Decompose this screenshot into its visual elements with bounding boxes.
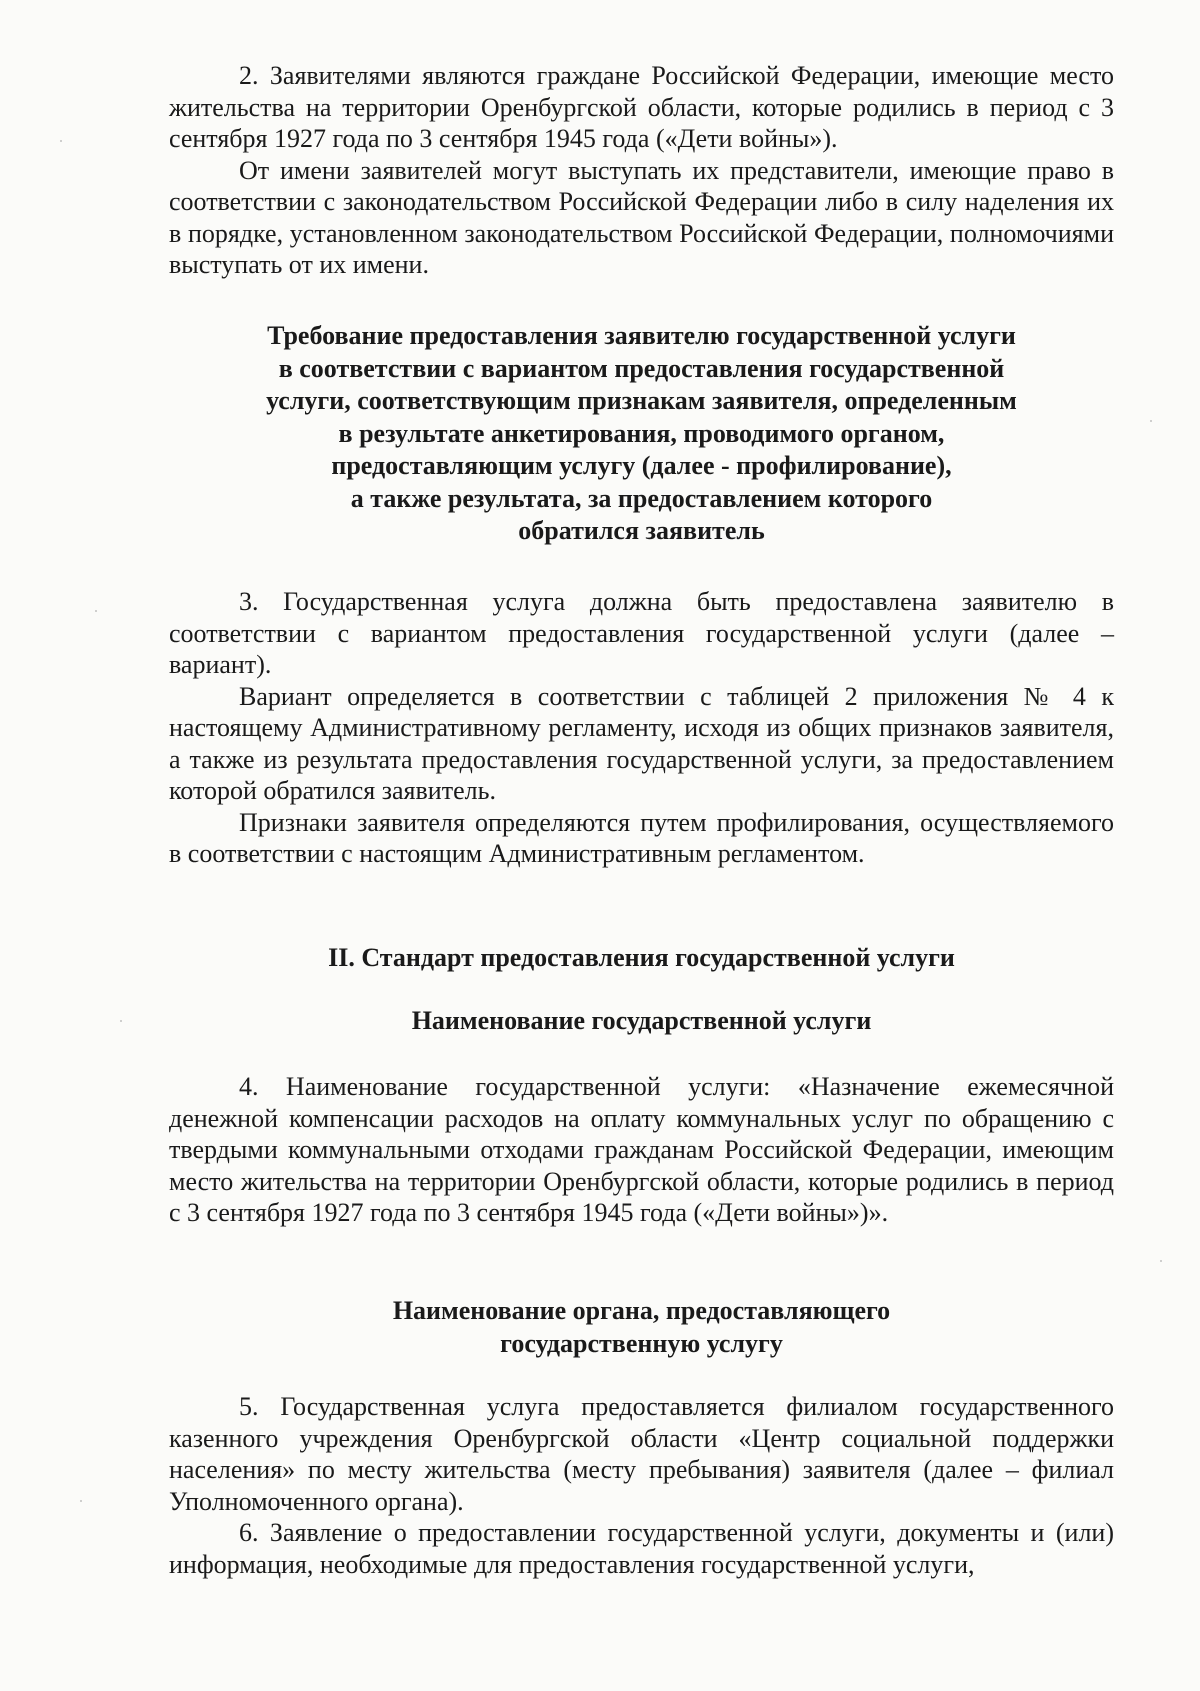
heading-requirement <box>169 320 1114 548</box>
heading-line: обратился заявитель <box>518 516 765 545</box>
paragraph-service-name: 4. Наименование государственной услуги: «Назначение ежемесячной денежной компенсации расходов на оплату коммунальных услуг по обращению с твердыми коммунальными отходами гражданам Российской Федерации, имеющим место жительства на территории Оренбургской области, которые родились в период с 3 сентября 1927 года по 3 сентября 1945 года («Дети войны»)». <box>169 1072 1114 1227</box>
scan-speck <box>80 1500 82 1502</box>
paragraph-authority-5: 5. Государственная услуга предоставляется филиалом государственного казенного учреждения Оренбургской области «Центр социальной поддержки населения» по месту жительства (месту пребывания) заявителя (далее – филиал Уполномоченного органа). <box>169 1392 1114 1516</box>
section-authority <box>169 1391 1114 1580</box>
heading-line: в результате анкетирования, проводимого органом, <box>338 418 945 448</box>
heading-line: Наименование органа, предоставляющего <box>392 1296 891 1325</box>
heading-line: государственную услугу <box>500 1328 783 1358</box>
paragraph-application-6: 6. Заявление о предоставлении государственной услуги, документы и (или) информация, необходимые для предоставления государственной услуги, <box>169 1518 1114 1579</box>
heading-line: а также результата, за предоставлением которого <box>350 483 933 513</box>
heading-service-name <box>169 1005 1114 1038</box>
heading-standard <box>169 942 1114 975</box>
section-applicants <box>169 60 1114 281</box>
scan-speck <box>95 610 97 612</box>
paragraph-representatives: От имени заявителей могут выступать их представители, имеющие право в соответствии с законодательством Российской Федерации либо в силу наделения их в порядке, установленном законодательством Российской Федерации, полномочиями выступать от их имени. <box>169 155 1114 279</box>
paragraph-variant-definition: Вариант определяется в соответствии с таблицей 2 приложения № 4 к настоящему Административному регламенту, исходя из общих признаков заявителя, а также из результата предоставления государственной услуги, за предоставлением которой обратился заявитель. <box>169 681 1114 805</box>
heading-authority <box>169 1295 1114 1360</box>
paragraph-variant-3: 3. Государственная услуга должна быть предоставлена заявителю в соответствии с вариантом предоставления государственной услуги (далее – вариант). <box>169 587 1114 679</box>
heading-line: Наименование государственной услуги <box>411 1006 872 1035</box>
scan-speck <box>1150 420 1152 422</box>
heading-line: в соответствии с вариантом предоставления государственной <box>278 353 1005 383</box>
paragraph-applicants: 2. Заявителями являются граждане Российской Федерации, имеющие место жительства на территории Оренбургской области, которые родились в период с 3 сентября 1927 года по 3 сентября 1945 года («Дети войны»). <box>169 61 1114 153</box>
scan-speck <box>120 1020 122 1022</box>
section-variant <box>169 586 1114 870</box>
heading-line: II. Стандарт предоставления государственной услуги <box>328 943 955 972</box>
heading-line: услуги, соответствующим признакам заявителя, определенным <box>266 386 1017 415</box>
heading-line: предоставляющим услугу (далее - профилирование), <box>331 451 952 480</box>
scan-speck <box>1160 1260 1162 1262</box>
scan-speck <box>60 140 62 142</box>
heading-line: Требование предоставления заявителю государственной услуги <box>267 321 1016 350</box>
section-service-name <box>169 1071 1114 1229</box>
paragraph-applicant-features: Признаки заявителя определяются путем профилирования, осуществляемого в соответствии с настоящим Административным регламентом. <box>169 807 1114 868</box>
